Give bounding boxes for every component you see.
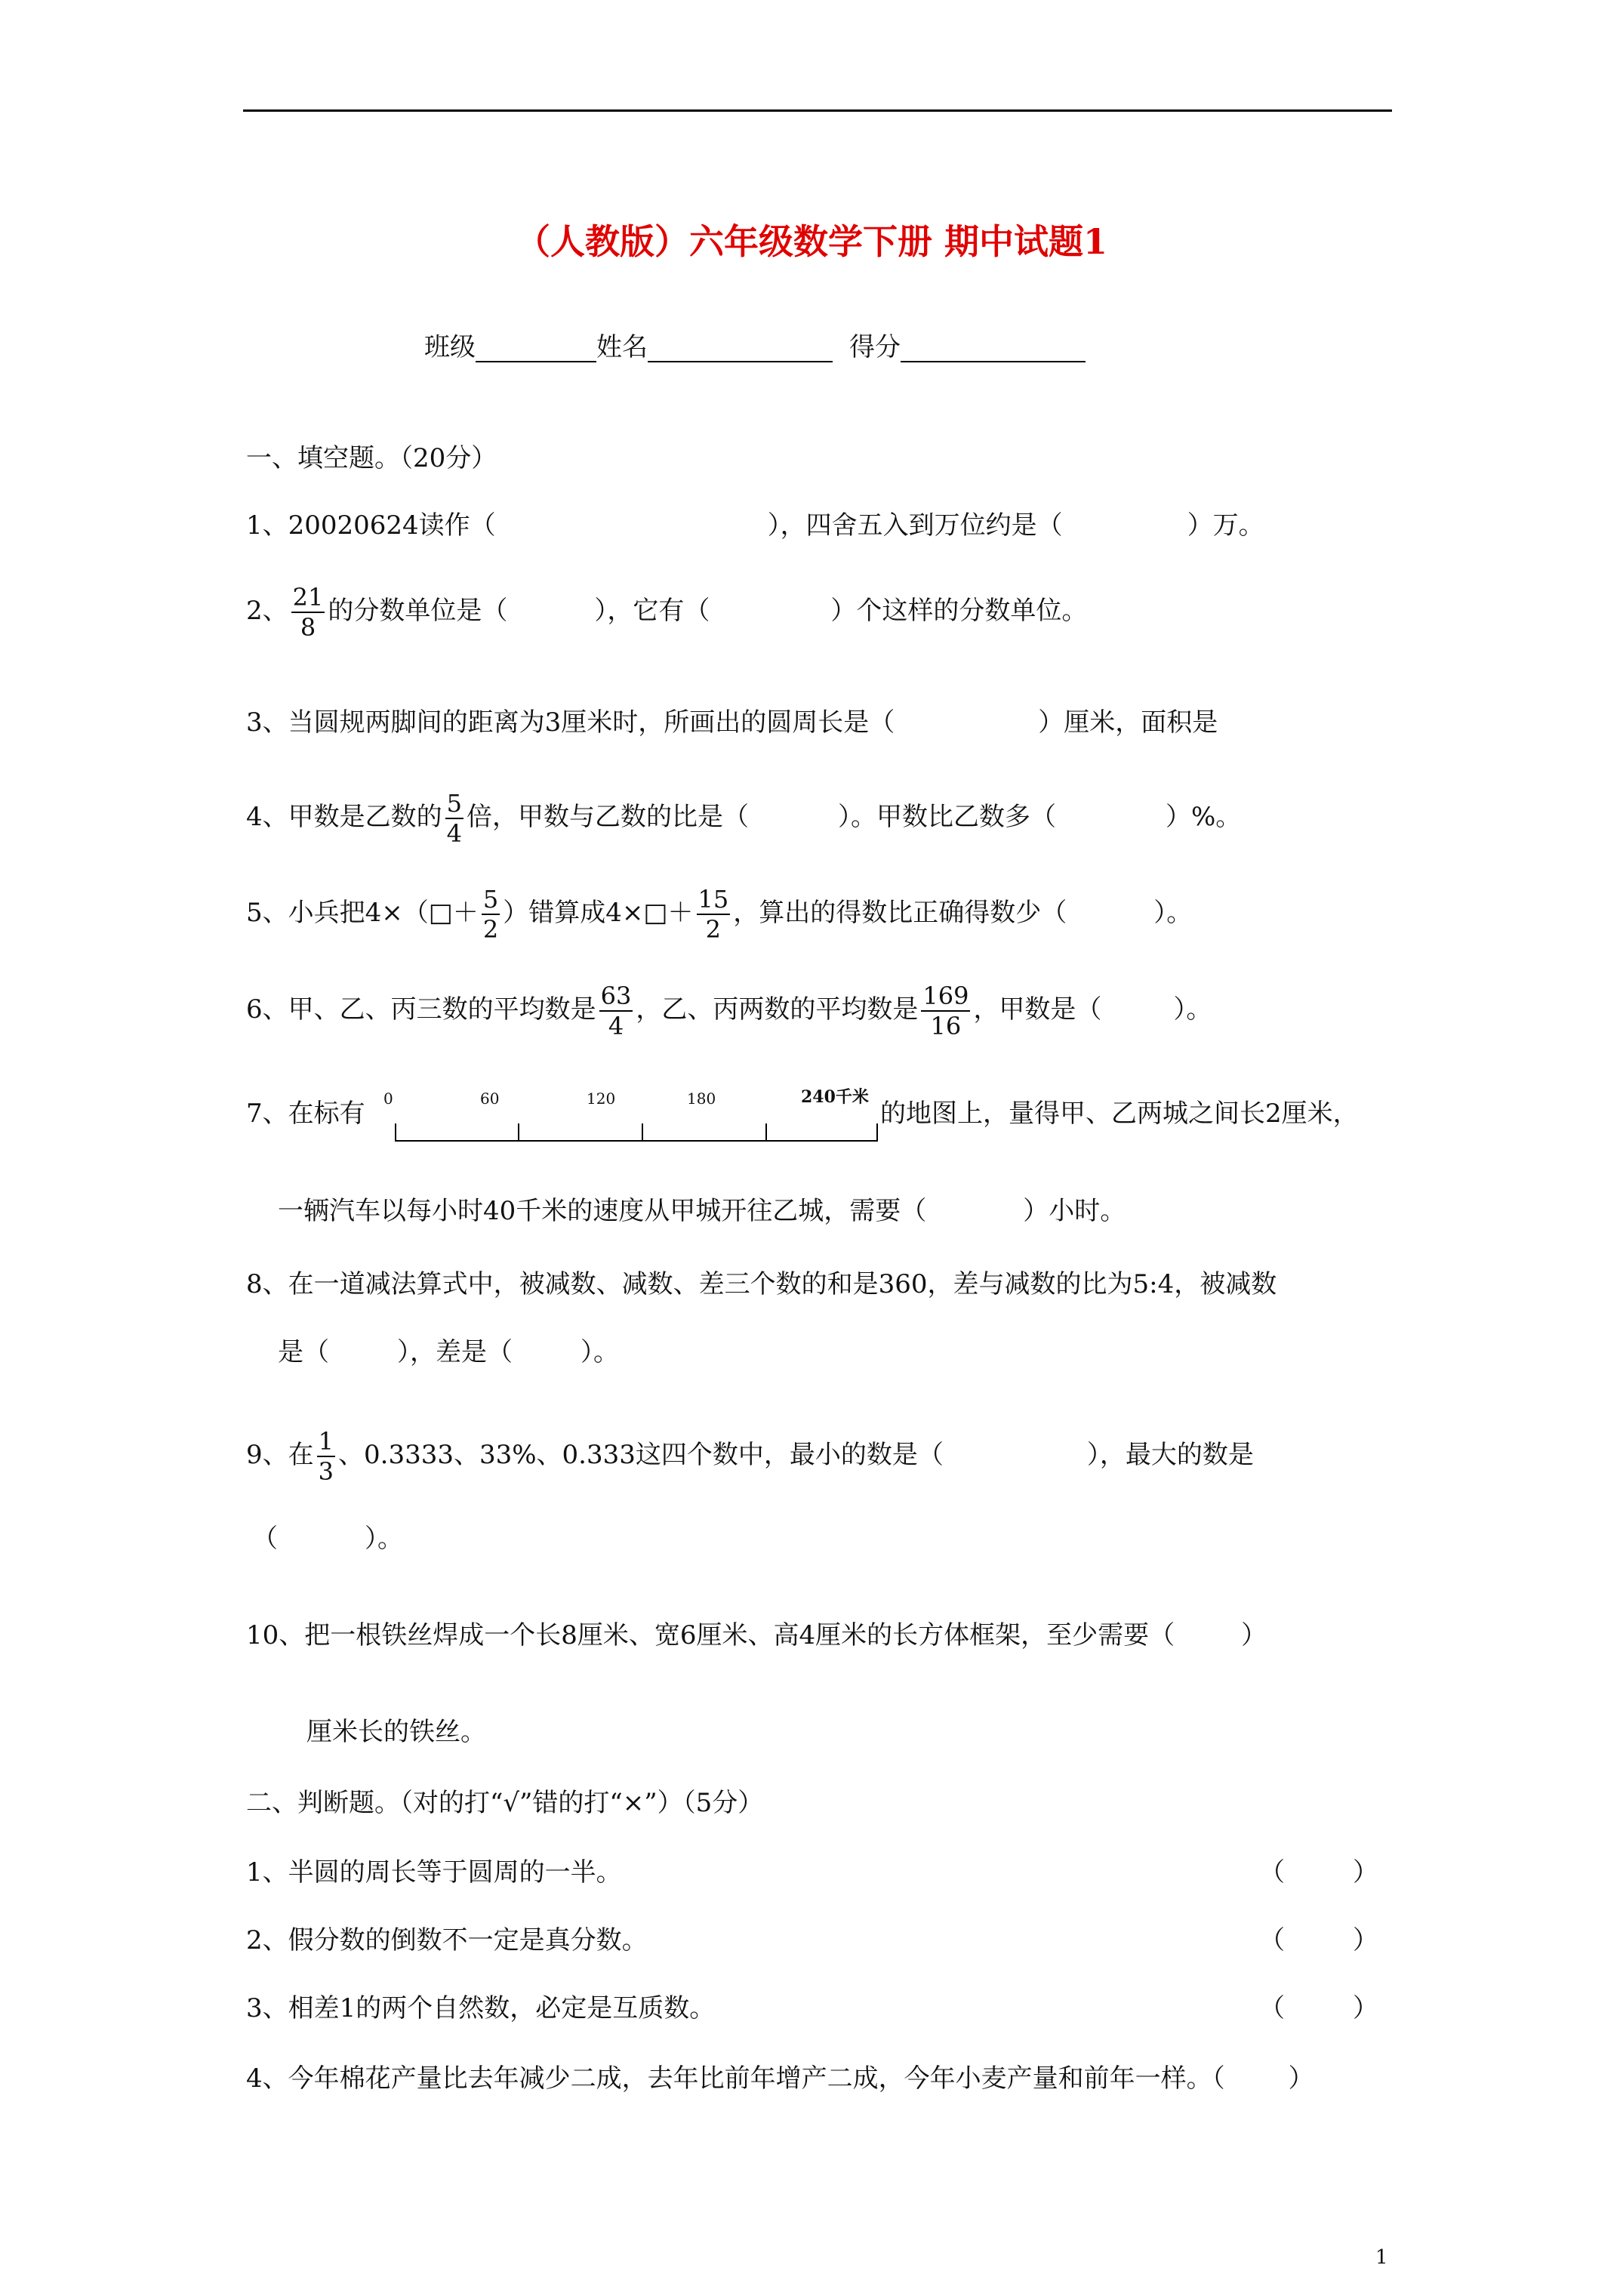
q5-fraction-1-den: 2 — [482, 915, 499, 944]
scale-tick — [642, 1123, 643, 1142]
judge-item-3: 3、相差1的两个自然数，必定是互质数。 — [246, 1993, 716, 2023]
scale-label-240: 240千米 — [801, 1087, 869, 1107]
q2-text-c: ），它有（ — [594, 596, 710, 626]
q2-text-b: 的分数单位是（ — [328, 596, 508, 626]
q8-line2 — [278, 1337, 619, 1367]
q1 — [246, 510, 1264, 541]
paren-close: ） — [1353, 1993, 1378, 2023]
q2-text-a: 2、 — [246, 596, 288, 626]
q3-text-b: ）厘米，面积是 — [1038, 707, 1218, 738]
q8-line1: 8、在一道减法算式中，被减数、减数、差三个数的和是360，差与减数的比为5:4，被减数 — [246, 1269, 1277, 1299]
q7-text-b: 的地图上，量得甲、乙两城之间长2厘米， — [880, 1099, 1359, 1129]
q1-text-c: ）万。 — [1187, 510, 1264, 541]
q7-line2 — [278, 1196, 1126, 1226]
q9-fraction-den: 3 — [318, 1457, 334, 1486]
judge-item-1: 1、半圆的周长等于圆周的一半。 — [246, 1857, 622, 1888]
q4-text-c: ）。甲数比乙数多（ — [838, 802, 1056, 832]
q6-fraction-1-num: 63 — [600, 982, 632, 1010]
q6-fraction-2-num: 169 — [922, 982, 969, 1010]
q8-line2-text-c: ）。 — [581, 1337, 619, 1367]
map-scale — [383, 1087, 882, 1145]
q9-line2-text-b: ）。 — [365, 1524, 403, 1554]
q10-line1 — [246, 1620, 1267, 1650]
name-blank[interactable] — [648, 338, 833, 362]
q6-text-c: ，甲数是（ — [973, 994, 1102, 1025]
q5-text-a: 5、小兵把4×（□＋ — [246, 898, 479, 928]
judge-item-2: 2、假分数的倒数不一定是真分数。 — [246, 1925, 648, 1955]
q3 — [246, 707, 1218, 738]
class-label: 班级 — [424, 332, 476, 362]
q6-text-d: ）。 — [1173, 994, 1212, 1025]
scale-label-0: 0 — [383, 1089, 393, 1108]
q1-text-b: ），四舍五入到万位约是（ — [767, 510, 1063, 541]
q5-fraction-1 — [482, 885, 500, 944]
q6-text-b: ，乙、丙两数的平均数是 — [636, 994, 919, 1025]
scale-tick — [518, 1123, 519, 1142]
q6-fraction-1 — [599, 982, 633, 1040]
q9-line2-text-a: （ — [252, 1524, 278, 1554]
q5-fraction-2-num: 15 — [698, 885, 729, 914]
page-number: 1 — [1375, 2246, 1388, 2269]
q8-line2-text-b: ），差是（ — [397, 1337, 513, 1367]
q9-fraction — [317, 1427, 335, 1486]
q5-text-b: ）错算成4×□＋ — [503, 898, 694, 928]
q7-line2-text-a: 一辆汽车以每小时40千米的速度从甲城开往乙城，需要（ — [278, 1196, 927, 1226]
q8-line2-text-a: 是（ — [278, 1337, 329, 1367]
q4-fraction — [445, 789, 463, 848]
q6-fraction-1-den: 4 — [599, 1010, 633, 1040]
score-blank[interactable] — [901, 338, 1086, 362]
q2-fraction-num: 21 — [292, 583, 324, 612]
judge-item-4 — [246, 2063, 1314, 2094]
q7-text-a: 7、在标有 — [246, 1099, 365, 1129]
page-title: （人教版）六年级数学下册 期中试题1 — [515, 221, 1108, 262]
scale-label-120: 120 — [587, 1089, 616, 1108]
q9-text-c: ），最大的数是 — [1086, 1440, 1254, 1470]
scale-axis — [395, 1140, 878, 1142]
q4-text-d: ）%。 — [1166, 802, 1242, 832]
class-blank[interactable] — [476, 338, 596, 362]
q10-text-b: ） — [1241, 1620, 1267, 1650]
q2 — [246, 583, 1087, 642]
q10-line2: 厘米长的铁丝。 — [306, 1717, 486, 1747]
q2-fraction-den: 8 — [291, 612, 325, 642]
q3-text-a: 3、当圆规两脚间的距离为3厘米时，所画出的圆周长是（ — [246, 707, 895, 738]
info-line — [424, 332, 1086, 362]
judge-paren-1[interactable] — [1259, 1857, 1378, 1888]
q4-fraction-den: 4 — [446, 819, 462, 848]
scale-label-180: 180 — [687, 1089, 716, 1108]
q4-text-a: 4、甲数是乙数的 — [246, 802, 442, 832]
q2-fraction — [291, 583, 325, 642]
paren-open: （ — [1259, 1925, 1285, 1955]
paren-open: （ — [1259, 1857, 1285, 1888]
judge-item-4-text: 4、今年棉花产量比去年减少二成，去年比前年增产二成，今年小麦产量和前年一样。（ — [246, 2063, 1225, 2094]
judge-paren-2[interactable] — [1259, 1925, 1378, 1955]
header-rule — [243, 109, 1392, 112]
q6-fraction-2-den: 16 — [921, 1010, 970, 1040]
q6-text-a: 6、甲、乙、丙三数的平均数是 — [246, 994, 596, 1025]
scale-tick — [395, 1123, 396, 1142]
name-label: 姓名 — [596, 332, 648, 362]
section1-heading: 一、填空题。（20分） — [246, 443, 497, 473]
q6 — [246, 982, 1212, 1040]
paren-close: ） — [1353, 1857, 1378, 1888]
scale-tick — [765, 1123, 767, 1142]
q9-line2 — [252, 1524, 403, 1554]
section2-heading: 二、判断题。（对的打“√”错的打“×”）（5分） — [246, 1788, 764, 1818]
q4 — [246, 789, 1241, 848]
q5-text-c: ，算出的得数比正确得数少（ — [733, 898, 1067, 928]
q9-text-a: 9、在 — [246, 1440, 314, 1470]
q4-fraction-num: 5 — [446, 789, 462, 818]
paren-open: （ — [1259, 1993, 1285, 2023]
q9-fraction-num: 1 — [318, 1427, 334, 1456]
q4-text-b: 倍，甲数与乙数的比是（ — [467, 802, 749, 832]
q2-text-d: ）个这样的分数单位。 — [830, 596, 1088, 626]
q5-fraction-2-den: 2 — [697, 914, 731, 944]
score-label: 得分 — [849, 332, 901, 362]
judge-paren-3[interactable] — [1259, 1993, 1378, 2023]
q7-line2-text-b: ）小时。 — [1023, 1196, 1126, 1226]
q10-text-a: 10、把一根铁丝焊成一个长8厘米、宽6厘米、高4厘米的长方体框架，至少需要（ — [246, 1620, 1175, 1650]
q6-fraction-2 — [921, 982, 970, 1040]
q9-text-b: 、0.3333、33%、0.333这四个数中，最小的数是（ — [338, 1440, 944, 1470]
q5-text-d: ）。 — [1153, 898, 1193, 928]
q5-fraction-2 — [697, 885, 731, 944]
q5-fraction-1-num: 5 — [482, 885, 499, 914]
q5 — [246, 885, 1192, 944]
q9-line1 — [246, 1427, 1254, 1486]
paren-close: ） — [1353, 1925, 1378, 1955]
q1-text-a: 1、20020624读作（ — [246, 510, 496, 541]
paren-close: ） — [1288, 2063, 1314, 2094]
scale-tick — [876, 1123, 878, 1142]
scale-label-60: 60 — [480, 1089, 500, 1108]
